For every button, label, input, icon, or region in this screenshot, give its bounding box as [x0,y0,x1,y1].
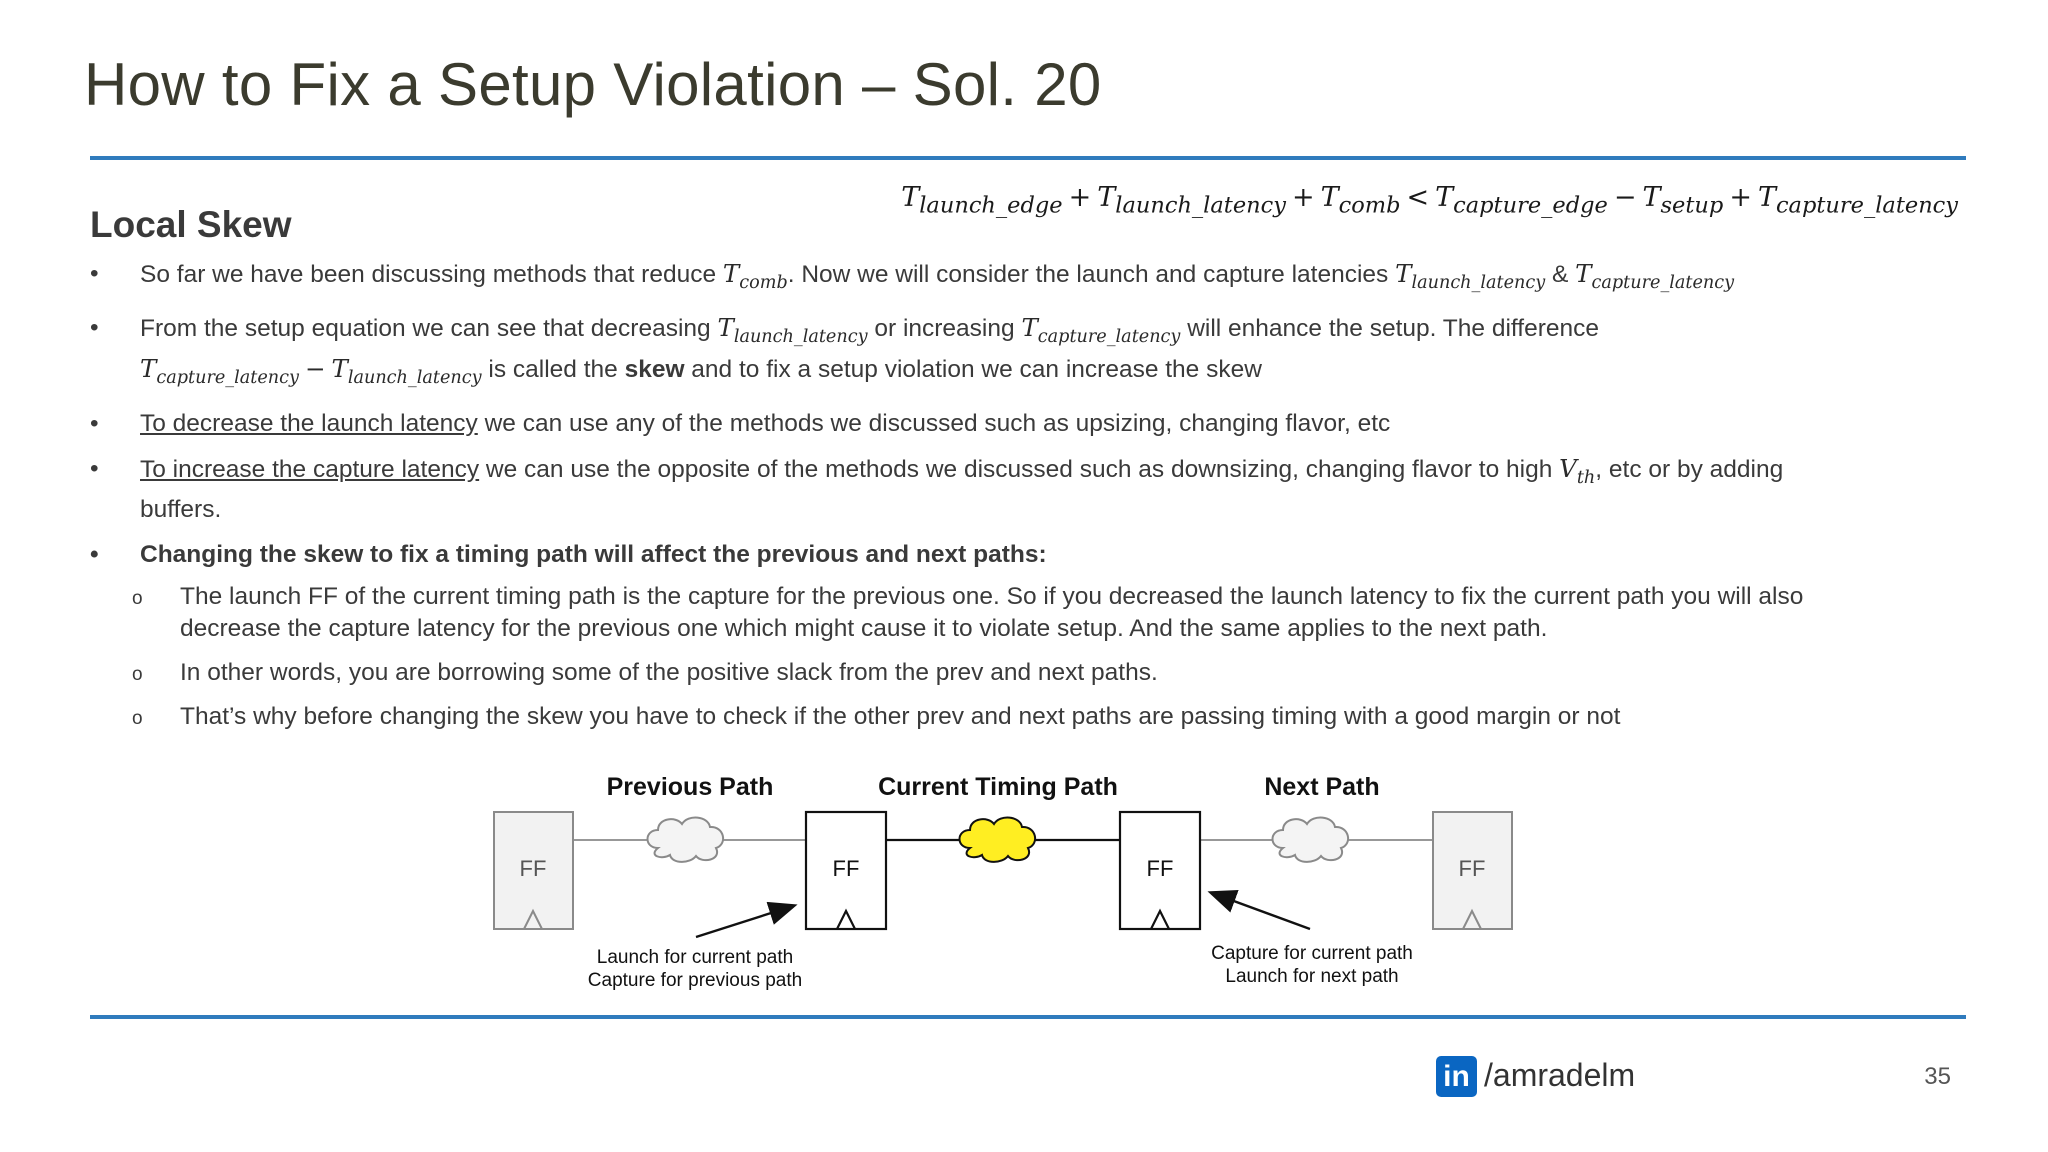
bullet-item: • To decrease the launch latency we can use any of the methods we discussed such as upsizing, changing flavor, etc [90,408,1810,440]
ff-label: FF [1146,856,1174,881]
caption-left-line1: Launch for current path [596,947,794,968]
bottom-divider [90,1015,1966,1019]
arrow-left-icon [696,906,793,937]
label-next-path: Next Path [1264,773,1380,801]
label-previous-path: Previous Path [606,773,774,801]
caption-right-line1: Capture for current path [1211,943,1413,964]
caption-right-line2: Launch for next path [1225,966,1399,987]
sub-bullet-item: o In other words, you are borrowing some of the positive slack from the prev and next paths. [130,657,1810,689]
arrow-right-icon [1212,893,1310,929]
bullet-item: • Changing the skew to fix a timing path will affect the previous and next paths: o The launch FF of the current timing path is the capture for the previous one. So if you decreased the launch latency to fix the current path you will also decrease the capture latency for the previous one which might cause it to violate setup. And the same applies to the next path. o In other words, you are borrowing some of the positive slack from the prev and next paths. o That’s why before changing the skew you have to check if the other prev and next paths are passing timing with a good margin or not [90,539,1810,733]
caption-left-line2: Capture for previous path [587,970,803,991]
section-heading: Local Skew [90,204,292,245]
ff-label: FF [1458,856,1486,881]
bullet-item: • So far we have been discussing methods that reduce $T_{comb}$. Now we will consider the launch and capture latencies $T_{launch\_latency}$ & $T_{capture\_latency}$ [90,258,1810,299]
flip-flop-3 [1120,812,1200,929]
decrease-launch-latency-link: To decrease the launch latency [140,409,478,437]
linkedin-handle: /amradelm [1484,1057,1636,1093]
setup-equation: $T_{launch\_edge} + T_{launch\_latency} + T_{comb} < T_{capture\_edge} - T_{setup} + T_{capture\_latency}$ [901,182,1958,219]
page-number: 35 [1924,1063,1951,1090]
flip-flop-4 [1433,812,1512,929]
linkedin-icon: in [1436,1056,1477,1097]
bullet-item: • To increase the capture latency we can use the opposite of the methods we discussed such as downsizing, changing flavor to high $V_{th}$, etc or by adding buffers. [90,453,1810,526]
logic-cloud-current-icon [960,818,1036,862]
label-current-timing-path: Current Timing Path [878,773,1118,801]
ff-label: FF [832,856,860,881]
sub-bullet-item: o That’s why before changing the skew you have to check if the other prev and next paths are passing timing with a good margin or not [130,701,1810,733]
flip-flop-2 [806,812,886,929]
sub-bullet-item: o The launch FF of the current timing path is the capture for the previous one. So if you decreased the launch latency to fix the current path you will also decrease the capture latency for the previous one which might cause it to violate setup. And the same applies to the next path. [130,581,1810,645]
logic-cloud-next-icon [1273,818,1349,862]
page-title: How to Fix a Setup Violation – Sol. 20 [84,51,1102,118]
flip-flop-1 [494,812,573,929]
increase-capture-latency-link: To increase the capture latency [140,455,480,483]
ff-label: FF [519,856,547,881]
logic-cloud-prev-icon [648,818,724,862]
bullet-item: • From the setup equation we can see that decreasing $T_{launch\_latency}$ or increasing $T_{capture\_latency}$ will enhance the setup. The difference $T_{capture\_latency} - T_{launch\_latency}$ is called the skew and to fix a setup violation we can increase the skew [90,312,1810,394]
